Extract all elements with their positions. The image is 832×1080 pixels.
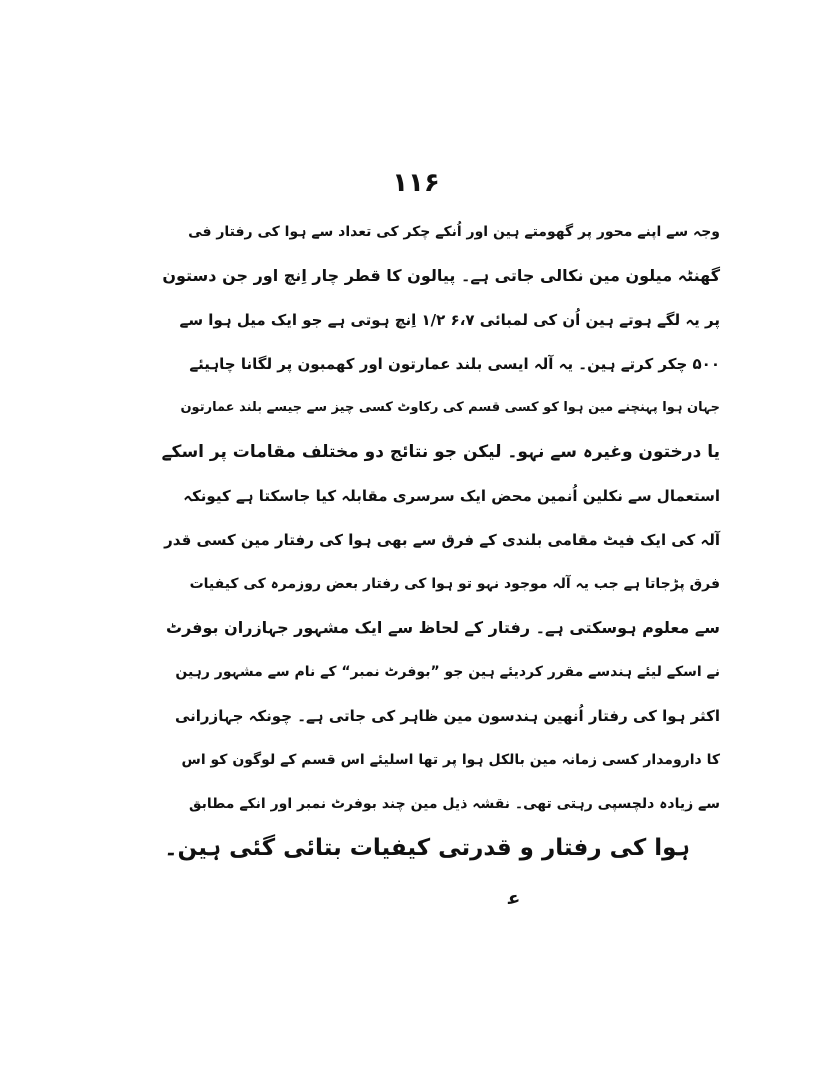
- text-line: اکثر ہوا کی رفتار اُنھین ہندسون مین ظاہر کی جاتی ہے۔ چونکہ جہازرانی: [174, 707, 720, 725]
- text-line: وجہ سے اپنے محور پر گھومتے ہین اور اُنکے چکر کی تعداد سے ہوا کی رفتار فی: [188, 224, 720, 240]
- text-line: گھنٹہ میلون مین نکالی جاتی ہے۔ پیالون کا قطر چار اِنچ اور جن دستون: [162, 266, 720, 285]
- text-line-last: ہوا کی رفتار و قدرتی کیفیات بتائی گئی ہین۔: [164, 835, 690, 861]
- text-line: کا دارومدار کسی زمانہ مین بالکل ہوا پر تھا اسلیئے اس قسم کے لوگون کو اس: [181, 752, 720, 768]
- text-line: سے زیادہ دلچسپی رہتی تھی۔ نقشہ ذیل مین چند بوفرٹ نمبر اور انکے مطابق: [189, 796, 720, 812]
- text-line: جہان ہوا پہنچنے مین ہوا کو کسی قسم کی رکاوٹ کسی چیز سے جیسے بلند عمارتون: [180, 400, 720, 415]
- text-line: نے اسکے لیئے ہندسے مقرر کردیئے ہین جو ”بوفرٹ نمبر“ کے نام سے مشہور رہین: [175, 664, 720, 680]
- text-line: آلہ کی ایک فیٹ مقامی بلندی کے فرق سے بھی ہوا کی رفتار مین کسی قدر: [164, 531, 720, 549]
- text-line: ۵۰۰ چکر کرتے ہین۔ یہ آلہ ایسی بلند عمارتون اور کھمبون پر لگانا چاہیئے: [189, 355, 720, 373]
- text-line: فرق پڑجاتا ہے جب یہ آلہ موجود نہو تو ہوا کی رفتار بعض روزمرہ کی کیفیات: [189, 576, 720, 592]
- text-line: سے معلوم ہوسکتی ہے۔ رفتار کے لحاظ سے ایک مشہور جہازران بوفرٹ: [166, 618, 720, 637]
- body-text: [160, 210, 720, 870]
- page-number: ۱۱۶: [392, 168, 440, 198]
- text-line: پر یہ لگے ہوتے ہین اُن کی لمبائی ۶،۷ ۱/۲ اِنچ ہوتی ہے جو ایک میل ہوا سے: [179, 311, 720, 329]
- text-line: یا درختون وغیرہ سے نہو۔ لیکن جو نتائج دو مختلف مقامات پر اسکے: [161, 442, 720, 462]
- text-line: استعمال سے نکلین اُنمین محض ایک سرسری مقابلہ کیا جاسکتا ہے کیونکہ: [183, 487, 720, 505]
- page-ornament: ﻋ: [508, 888, 521, 909]
